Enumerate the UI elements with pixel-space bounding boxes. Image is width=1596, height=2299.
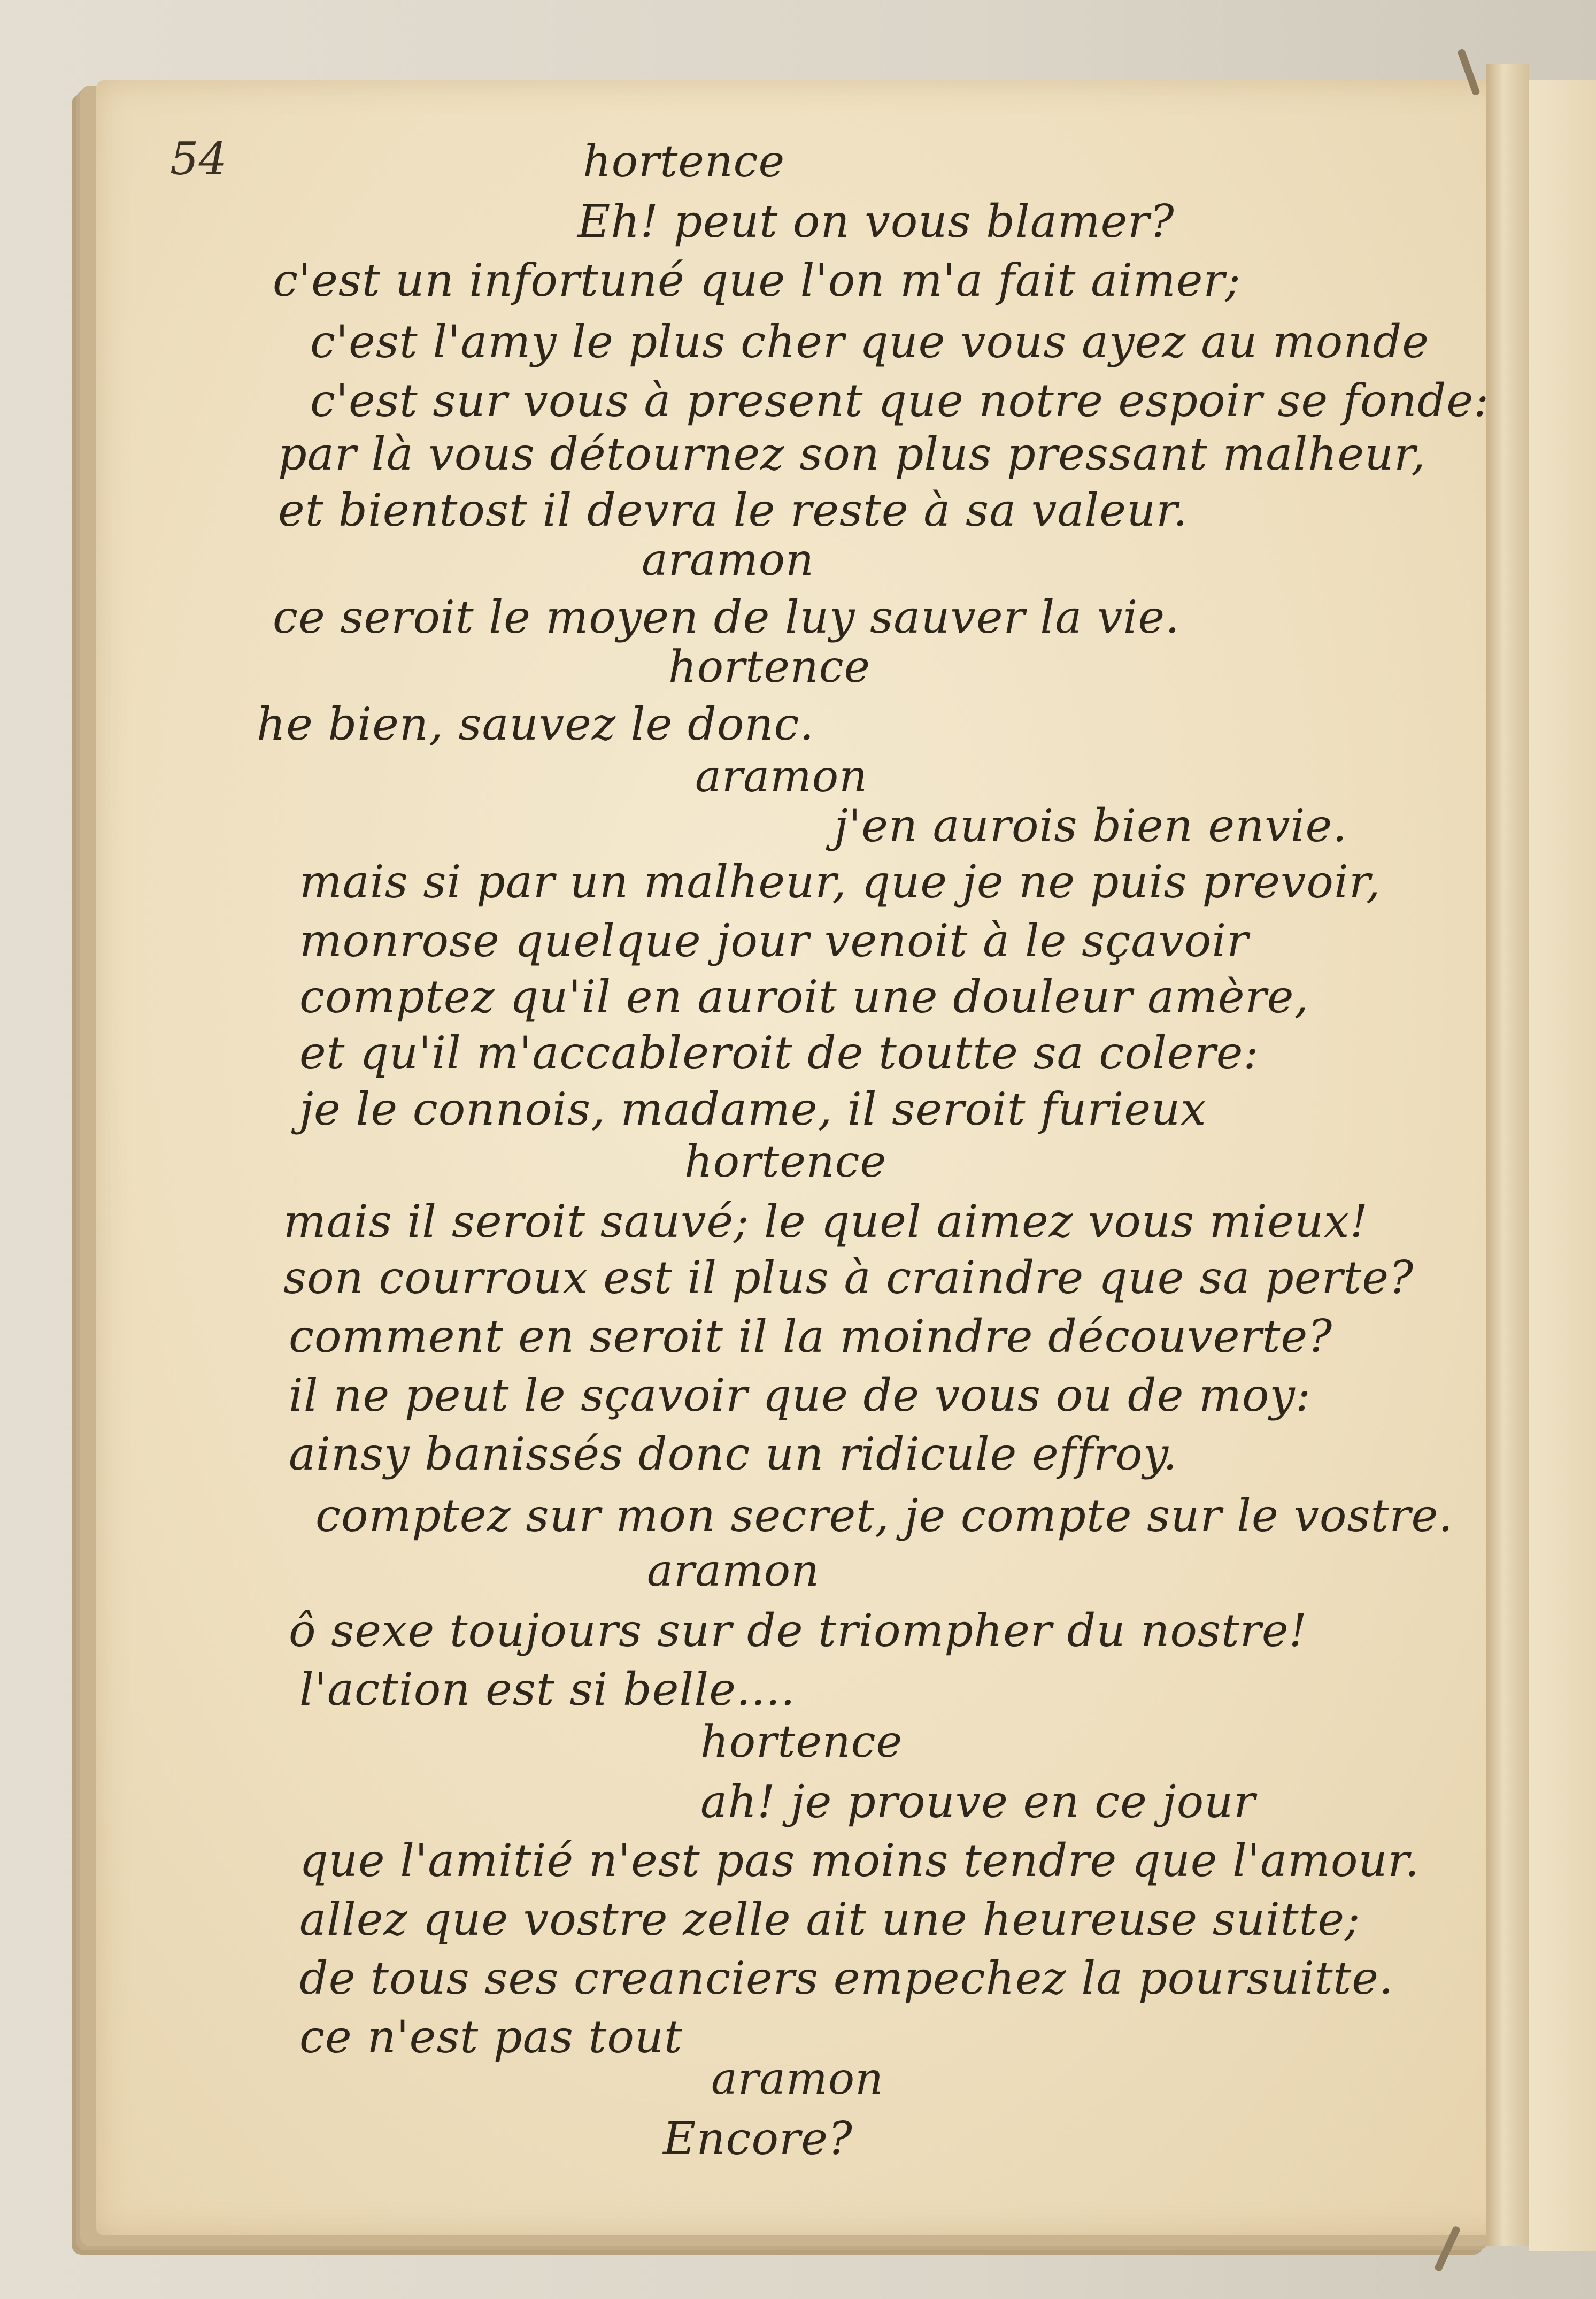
- speaker-name: hortence: [668, 642, 871, 693]
- verse-line: que l'amitié n'est pas moins tendre que l'amour.: [299, 1834, 1420, 1887]
- verse-line: de tous ses creanciers empechez la poursuitte.: [299, 1952, 1394, 2004]
- verse-line: son courroux est il plus à craindre que sa perte?: [283, 1251, 1414, 1304]
- verse-line: il ne peut le sçavoir que de vous ou de moy:: [289, 1369, 1312, 1421]
- verse-line: c'est l'amy le plus cher que vous ayez au monde: [310, 316, 1429, 368]
- verse-line: comptez qu'il en auroit une douleur amère,: [299, 971, 1309, 1023]
- verse-line: Encore?: [663, 2112, 853, 2165]
- verse-line: c'est sur vous à present que notre espoir se fonde:: [310, 374, 1490, 427]
- verse-line: mais si par un malheur, que je ne puis prevoir,: [299, 856, 1381, 908]
- speaker-name: aramon: [695, 751, 868, 802]
- facing-page-edge: [1529, 80, 1596, 2251]
- verse-line: Eh! peut on vous blamer?: [577, 195, 1175, 248]
- verse-line: comment en seroit il la moindre découverte?: [289, 1310, 1333, 1363]
- speaker-name: aramon: [642, 535, 814, 586]
- verse-line: je le connois, madame, il seroit furieux: [299, 1083, 1207, 1135]
- verse-line: he bien, sauvez le donc.: [257, 698, 815, 750]
- verse-line: ce n'est pas tout: [299, 2011, 683, 2063]
- verse-line: ah! je prouve en ce jour: [700, 1775, 1256, 1828]
- verse-line: l'action est si belle....: [299, 1663, 796, 1716]
- speaker-name: aramon: [647, 1546, 820, 1596]
- verse-line: ô sexe toujours sur de triompher du nostre!: [289, 1604, 1308, 1657]
- verse-line: j'en aurois bien envie.: [834, 799, 1347, 852]
- speaker-name: hortence: [700, 1717, 903, 1767]
- verse-line: comptez sur mon secret, je compte sur le vostre.: [315, 1489, 1453, 1542]
- verse-line: et qu'il m'accableroit de toutte sa colere:: [299, 1027, 1259, 1079]
- verse-line: allez que vostre zelle ait une heureuse suitte;: [299, 1893, 1361, 1946]
- verse-line: mais il seroit sauvé; le quel aimez vous mieux!: [283, 1195, 1369, 1248]
- binding-gutter: [1486, 64, 1529, 2246]
- folio-number: 54: [170, 133, 227, 185]
- speaker-name: hortence: [583, 136, 785, 187]
- verse-line: c'est un infortuné que l'on m'a fait aimer;: [273, 254, 1241, 306]
- verse-line: monrose quelque jour venoit à le sçavoir: [299, 914, 1249, 967]
- speaker-name: aramon: [711, 2054, 884, 2104]
- verse-line: ce seroit le moyen de luy sauver la vie.: [273, 591, 1180, 643]
- speaker-name: hortence: [684, 1136, 887, 1187]
- verse-line: et bientost il devra le reste à sa valeur.: [278, 484, 1188, 536]
- verse-line: ainsy banissés donc un ridicule effroy.: [289, 1428, 1178, 1480]
- verse-line: par là vous détournez son plus pressant malheur,: [278, 428, 1426, 480]
